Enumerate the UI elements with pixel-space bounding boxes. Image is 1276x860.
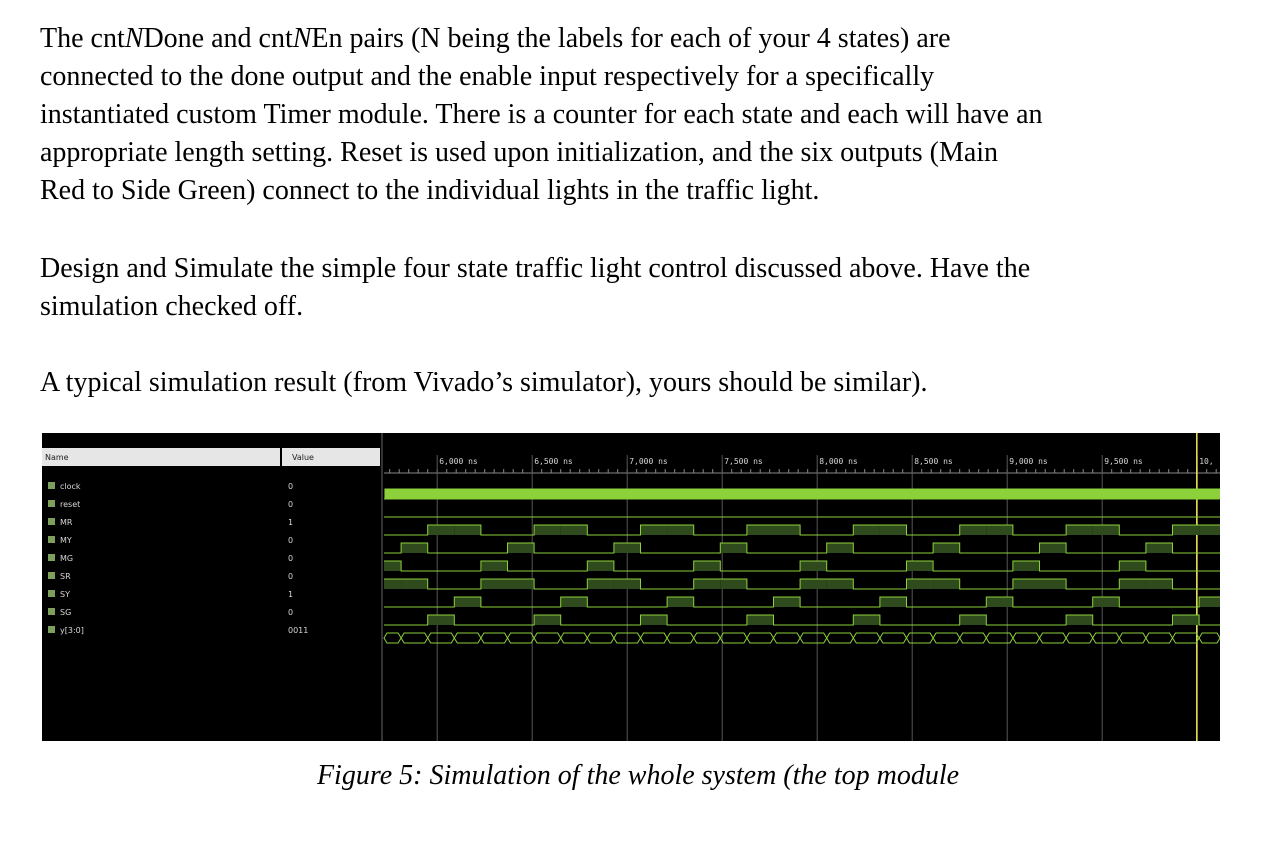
bus-segment <box>827 633 854 643</box>
paragraph-description <box>40 20 1240 210</box>
bus-segment <box>933 633 960 643</box>
signal-value: 0 <box>288 554 294 563</box>
text-run: En pairs (N being the labels for each of your 4 states) are <box>311 23 951 54</box>
wave-high-fill <box>747 615 774 625</box>
bus-segment <box>720 633 747 643</box>
wave-high-fill <box>827 579 854 589</box>
bus-segment <box>587 633 614 643</box>
wave-high-fill <box>986 525 1013 535</box>
signal-name: MG <box>60 554 74 563</box>
bus-segment <box>384 633 401 643</box>
wave-high-fill <box>454 597 481 607</box>
bus-segment <box>667 633 694 643</box>
paragraph-line: instantiated custom Timer module. There is a counter for each state and each will have an <box>40 99 1043 130</box>
wave-high-fill <box>561 597 588 607</box>
bus-segment <box>1040 633 1067 643</box>
signal-name: MY <box>60 536 72 545</box>
wave-high-fill <box>454 525 481 535</box>
wave-high-fill <box>1013 579 1040 589</box>
paragraph-task <box>40 250 1240 326</box>
signal-icon <box>48 482 55 489</box>
wave-high-fill <box>1173 525 1200 535</box>
time-label: 8,000 ns <box>819 457 858 466</box>
bus-segment <box>561 633 588 643</box>
wave-high-fill <box>587 579 614 589</box>
wave-high-fill <box>960 525 987 535</box>
wave-high-fill <box>667 597 694 607</box>
wave-high-fill <box>508 543 535 553</box>
bus-segment <box>401 633 428 643</box>
wave-high-fill <box>907 579 934 589</box>
wave-high-fill <box>853 615 880 625</box>
signal-value: 0 <box>288 482 294 491</box>
wave-high-fill <box>1066 615 1093 625</box>
paragraph-line <box>40 20 1240 58</box>
bus-segment <box>747 633 774 643</box>
paragraph-line: appropriate length setting. Reset is used upon initialization, and the six outputs (Main <box>40 137 999 168</box>
wave-high-fill <box>933 543 960 553</box>
wave-high-fill <box>1013 561 1040 571</box>
wave-high-fill <box>774 525 801 535</box>
signal-icon <box>48 626 55 633</box>
signal-icon <box>48 500 55 507</box>
time-label: 7,000 ns <box>629 457 668 466</box>
signal-icon <box>48 608 55 615</box>
wave-high-fill <box>641 525 668 535</box>
wave-high-fill <box>428 525 455 535</box>
signal-value: 0 <box>288 608 294 617</box>
signal-value: 0 <box>288 536 294 545</box>
signal-name: SR <box>60 572 71 581</box>
figure-caption: Figure 5: Simulation of the whole system (the top module <box>316 760 960 791</box>
text-run-italic: N <box>124 23 144 54</box>
wave-high-fill <box>508 579 535 589</box>
wave-high-fill <box>720 579 747 589</box>
wave-high-fill <box>694 561 721 571</box>
wave-high-fill <box>534 615 561 625</box>
paragraph-simulation-intro <box>40 364 1240 402</box>
paragraph-line: simulation checked off. <box>40 291 304 322</box>
value-column-header: Value <box>292 453 314 462</box>
wave-high-fill <box>641 615 668 625</box>
time-label: 9,000 ns <box>1009 457 1048 466</box>
wave-high-fill <box>986 597 1013 607</box>
signal-icon <box>48 554 55 561</box>
signal-value: 1 <box>288 518 294 527</box>
wave-high-fill <box>800 579 827 589</box>
waveform-screenshot <box>42 433 1220 741</box>
bus-segment <box>641 633 668 643</box>
bus-segment <box>774 633 801 643</box>
text-run-italic: N <box>292 23 312 54</box>
signal-value: 1 <box>288 590 294 599</box>
time-label: 6,500 ns <box>534 457 573 466</box>
wave-high-fill <box>1199 597 1220 607</box>
wave-high-fill <box>1093 597 1120 607</box>
text-run: Done and cnt <box>143 23 293 54</box>
bus-segment <box>1199 633 1220 643</box>
wave-high-fill <box>1040 579 1067 589</box>
paragraph-line: Red to Side Green) connect to the individual lights in the traffic light. <box>40 175 820 206</box>
text-run: The cnt <box>40 23 125 54</box>
wave-high-fill <box>667 525 694 535</box>
wave-high-fill <box>774 597 801 607</box>
time-label: 8,500 ns <box>914 457 953 466</box>
signal-value: 0 <box>288 500 294 509</box>
wave-high-fill <box>880 525 907 535</box>
time-label: 6,000 ns <box>439 457 478 466</box>
wave-high-fill <box>800 561 827 571</box>
signal-value: 0 <box>288 572 294 581</box>
wave-high-fill <box>1093 525 1120 535</box>
bus-segment <box>800 633 827 643</box>
bus-segment <box>694 633 721 643</box>
time-label: 7,500 ns <box>724 457 763 466</box>
bus-segment <box>428 633 455 643</box>
wave-high-fill <box>401 543 428 553</box>
signal-name: SY <box>60 590 70 599</box>
wave-high-fill <box>694 579 721 589</box>
signal-name: clock <box>60 482 81 491</box>
bus-segment <box>907 633 934 643</box>
wave-high-fill <box>401 579 428 589</box>
wave-high-fill <box>827 543 854 553</box>
signal-icon <box>48 518 55 525</box>
wave-high-fill <box>614 579 641 589</box>
signal-name: SG <box>60 608 72 617</box>
time-label: 9,500 ns <box>1104 457 1143 466</box>
wave-high-fill <box>720 543 747 553</box>
bus-segment <box>1119 633 1146 643</box>
wave-high-fill <box>428 615 455 625</box>
wave-high-fill <box>587 561 614 571</box>
wave-high-fill <box>933 579 960 589</box>
paragraph-line: A typical simulation result (from Vivado’s simulator), yours should be similar). <box>40 367 928 398</box>
time-label: 10, <box>1199 457 1214 466</box>
wave-high-fill <box>481 579 508 589</box>
wave-high-fill <box>1119 579 1146 589</box>
bus-segment <box>1093 633 1120 643</box>
bus-segment <box>853 633 880 643</box>
signal-value: 0011 <box>288 626 309 635</box>
wave-high-fill <box>384 561 401 571</box>
signal-name: MR <box>60 518 73 527</box>
wave-high-fill <box>561 525 588 535</box>
wave-high-fill <box>1066 525 1093 535</box>
value-panel <box>282 433 380 741</box>
wave-high-fill <box>481 561 508 571</box>
name-header-bar <box>42 448 280 466</box>
signal-icon <box>48 572 55 579</box>
bus-segment <box>508 633 535 643</box>
signal-icon <box>48 536 55 543</box>
bus-segment <box>1173 633 1200 643</box>
wave-high-fill <box>747 525 774 535</box>
waveform-canvas <box>42 433 1220 741</box>
bus-segment <box>481 633 508 643</box>
wave-clock <box>384 489 1220 499</box>
wave-high-fill <box>960 615 987 625</box>
bus-segment <box>1013 633 1040 643</box>
wave-high-fill <box>1173 615 1200 625</box>
wave-high-fill <box>1119 561 1146 571</box>
bus-segment <box>960 633 987 643</box>
name-column-header: Name <box>45 453 69 462</box>
wave-high-fill <box>534 525 561 535</box>
wave-high-fill <box>384 579 401 589</box>
wave-high-fill <box>907 561 934 571</box>
signal-name: y[3:0] <box>60 626 84 635</box>
name-panel <box>42 433 282 741</box>
wave-high-fill <box>1199 525 1220 535</box>
bus-segment <box>534 633 561 643</box>
wave-high-fill <box>1146 579 1173 589</box>
bus-segment <box>1066 633 1093 643</box>
wave-sg <box>384 615 1220 625</box>
bus-segment <box>1146 633 1173 643</box>
bus-segment <box>454 633 481 643</box>
paragraph-line: connected to the done output and the enable input respectively for a specifically <box>40 61 935 92</box>
wave-high-fill <box>880 597 907 607</box>
bus-segment <box>986 633 1013 643</box>
wave-high-fill <box>853 525 880 535</box>
paragraph-line: Design and Simulate the simple four state traffic light control discussed above. Have the <box>40 253 1031 284</box>
signal-name: reset <box>60 500 81 509</box>
wave-high-fill <box>614 543 641 553</box>
wave-high-fill <box>1146 543 1173 553</box>
signal-icon <box>48 590 55 597</box>
wave-high-fill <box>1040 543 1067 553</box>
bus-segment <box>880 633 907 643</box>
